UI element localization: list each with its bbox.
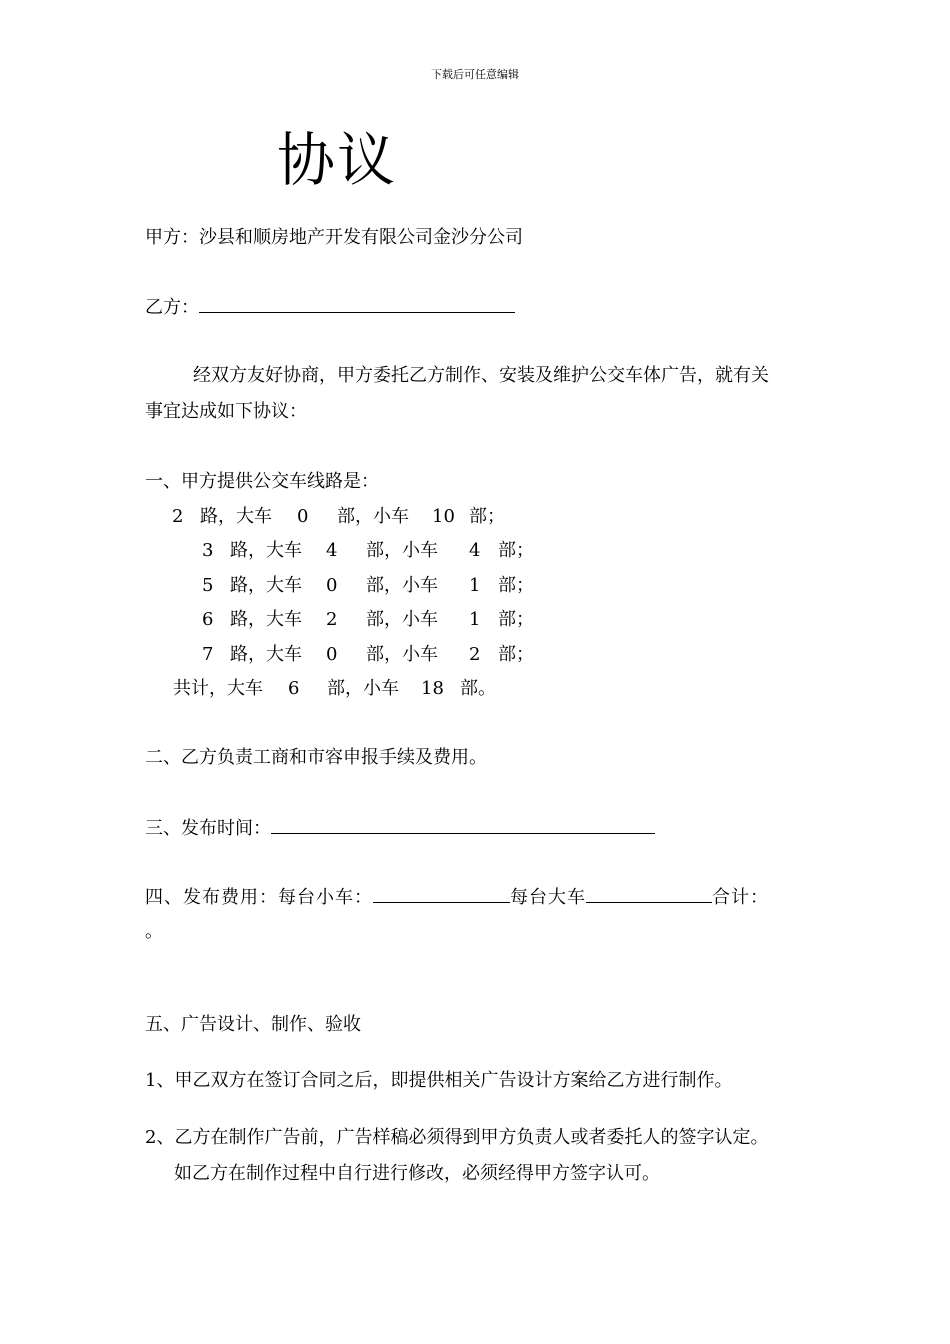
route-bu-label: 部，小车: [366, 609, 438, 630]
total-small-count: 18: [421, 678, 444, 699]
section3-label: 三、发布时间：: [145, 818, 271, 839]
route-number: 3: [202, 540, 214, 561]
publish-time-blank: [271, 815, 655, 834]
large-count: 0: [326, 575, 338, 596]
section1-heading: 一、甲方提供公交车线路是：: [145, 471, 379, 492]
document-title: 协议: [277, 126, 398, 194]
route-number: 2: [172, 506, 184, 527]
route-bu-end: 部；: [469, 506, 505, 527]
large-count: 0: [297, 506, 309, 527]
intro-line-1: 经双方友好协商，甲方委托乙方制作、安装及维护公交车体广告，就有关: [193, 365, 769, 386]
small-count: 2: [469, 644, 481, 665]
total-large-count: 6: [288, 678, 300, 699]
party-b-label: 乙方：: [145, 297, 199, 318]
section5-item-2-line-1: 2、乙方在制作广告前，广告样稿必须得到甲方负责人或者委托人的签字认定。: [145, 1127, 769, 1148]
header-note: 下载后可任意编辑: [431, 68, 519, 81]
large-count: 2: [326, 609, 338, 630]
large-count: 0: [326, 644, 338, 665]
large-fee-blank: [586, 884, 712, 903]
route-bu-end: 部；: [498, 609, 534, 630]
route-bu-end: 部；: [498, 540, 534, 561]
total-bu-label: 部，小车: [327, 678, 399, 699]
party-b-blank: [199, 294, 515, 313]
route-number: 6: [202, 609, 214, 630]
total-fee-label: 合计：: [712, 887, 769, 908]
party-b: [145, 294, 515, 320]
route-bu-label: 部，小车: [337, 506, 409, 527]
route-lu-label: 路，大车: [230, 609, 302, 630]
route-lu-label: 路，大车: [230, 540, 302, 561]
small-count: 1: [469, 609, 481, 630]
small-fee-blank: [373, 884, 510, 903]
section4: [145, 884, 769, 910]
section2: 二、乙方负责工商和市容申报手续及费用。: [145, 747, 487, 768]
party-a: 甲方：沙县和顺房地产开发有限公司金沙分公司: [145, 227, 523, 248]
large-count: 4: [326, 540, 338, 561]
route-lu-label: 路，大车: [230, 644, 302, 665]
route-bu-end: 部；: [498, 644, 534, 665]
total-bu-end: 部。: [460, 678, 496, 699]
section5-item-2-line-2: 如乙方在制作过程中自行进行修改，必须经得甲方签字认可。: [174, 1163, 660, 1184]
route-bu-label: 部，小车: [366, 575, 438, 596]
section5-item-1: 1、甲乙双方在签订合同之后，即提供相关广告设计方案给乙方进行制作。: [145, 1070, 733, 1091]
route-number: 5: [202, 575, 214, 596]
route-lu-label: 路，大车: [200, 506, 272, 527]
route-bu-label: 部，小车: [366, 540, 438, 561]
route-number: 7: [202, 644, 214, 665]
small-count: 10: [432, 506, 455, 527]
small-count: 4: [469, 540, 481, 561]
section5-heading: 五、广告设计、制作、验收: [145, 1014, 361, 1035]
section4-label: 四、发布费用：每台小车：: [145, 887, 373, 908]
route-bu-end: 部；: [498, 575, 534, 596]
large-fee-label: 每台大车: [510, 887, 586, 908]
section3: [145, 815, 655, 841]
total-label: 共计，大车: [173, 678, 263, 699]
section4-trailing: 。: [145, 921, 163, 942]
intro-line-2: 事宜达成如下协议：: [145, 401, 307, 422]
route-lu-label: 路，大车: [230, 575, 302, 596]
route-bu-label: 部，小车: [366, 644, 438, 665]
small-count: 1: [469, 575, 481, 596]
